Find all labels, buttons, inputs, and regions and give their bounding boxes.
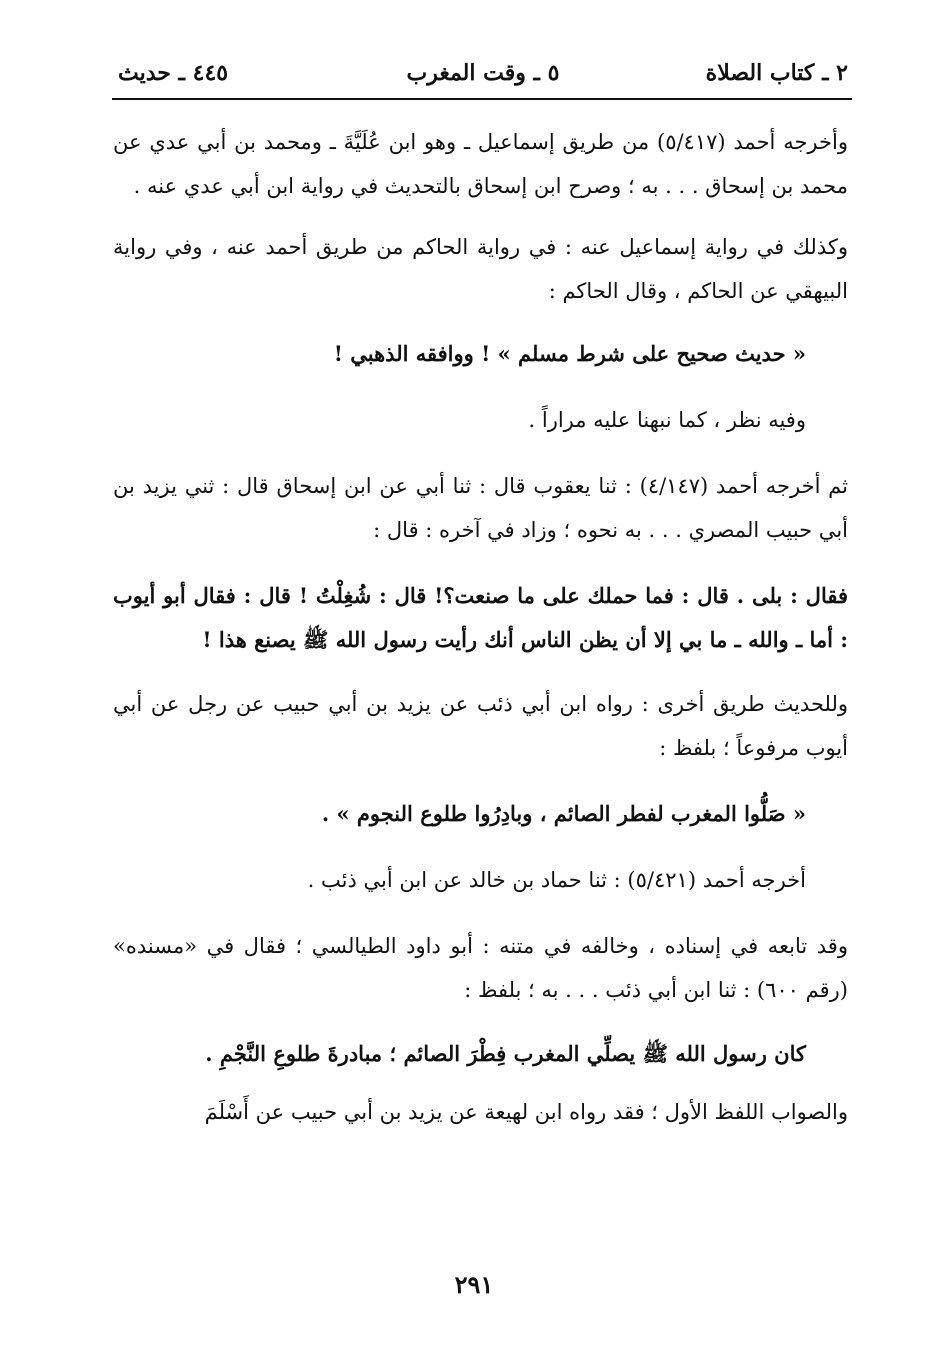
paragraph-sawab: والصواب اللفظ الأول ؛ فقد رواه ابن لهيعة عن يزيد بن أبي حبيب عن أَسْلَمَ — [204, 1100, 848, 1124]
paragraph-tayalisi-lafz: كان رسول الله ﷺ يصلِّي المغرب فِطْرَ الصائم ؛ مبادرةَ طلوعِ النَّجْمِ . — [205, 1041, 806, 1066]
header-hadith-number: ٤٤٥ ـ حديث — [118, 60, 229, 86]
header-divider — [112, 98, 852, 100]
paragraph-tayalisi: وقد تابعه في إسناده ، وخالفه في متنه : أبو داود الطيالسي ؛ فقال في «مسنده» (رقم ٦٠٠) : ثنا ابن أبي ذئب . . . به ؛ بلفظ : — [113, 934, 848, 1002]
paragraph-hadith-text: « صَلُّوا المغرب لفطر الصائم ، وبادِرُوا طلوع النجوم » . — [321, 801, 806, 826]
paragraph-takhrij-ahmad: وأخرجه أحمد (٥/٤١٧) من طريق إسماعيل ـ وهو ابن عُلَيَّةَ ـ ومحمد بن أبي عدي عن محمد بن إسحاق . . . به ؛ وصرح ابن إسحاق بالتحديث في رواية ابن أبي عدي عنه . — [113, 130, 848, 198]
header-book-title: ٢ ـ كتاب الصلاة — [705, 60, 848, 86]
paragraph-hakim-quote: « حديث صحيح على شرط مسلم » ! ووافقه الذهبي ! — [333, 341, 806, 366]
paragraph-ismail-riwaya: وكذلك في رواية إسماعيل عنه : في رواية الحاكم من طريق أحمد عنه ، وفي رواية البيهقي عن الحاكم ، وقال الحاكم : — [113, 235, 848, 303]
paragraph-ahmad-hammad: أخرجه أحمد (٥/٤٢١) : ثنا حماد بن خالد عن ابن أبي ذئب . — [307, 868, 806, 892]
paragraph-abu-ayyub-dialogue: فقال : بلى . قال : فما حملك على ما صنعت؟! قال : شُغِلْتُ ! قال : فقال أبو أيوب : أما ـ والله ـ ما بي إلا أن يظن الناس أنك رأيت رسول الله ﷺ يصنع هذا ! — [113, 583, 848, 652]
page-number: ٢٩١ — [454, 1270, 494, 1299]
paragraph-nazar-note: وفيه نظر ، كما نبهنا عليه مراراً . — [528, 408, 806, 432]
running-header — [118, 56, 848, 96]
page-body — [113, 120, 848, 1134]
header-chapter-title: ٥ ـ وقت المغرب — [406, 60, 560, 86]
paragraph-other-route: وللحديث طريق أخرى : رواه ابن أبي ذئب عن يزيد بن أبي حبيب عن رجل عن أبي أيوب مرفوعاً ؛ بلفظ : — [113, 692, 848, 760]
paragraph-ahmad-yaqub: ثم أخرجه أحمد (٤/١٤٧) : ثنا يعقوب قال : ثنا أبي عن ابن إسحاق قال : ثني يزيد بن أبي حبيب المصري . . . به نحوه ؛ وزاد في آخره : قال : — [113, 474, 849, 542]
